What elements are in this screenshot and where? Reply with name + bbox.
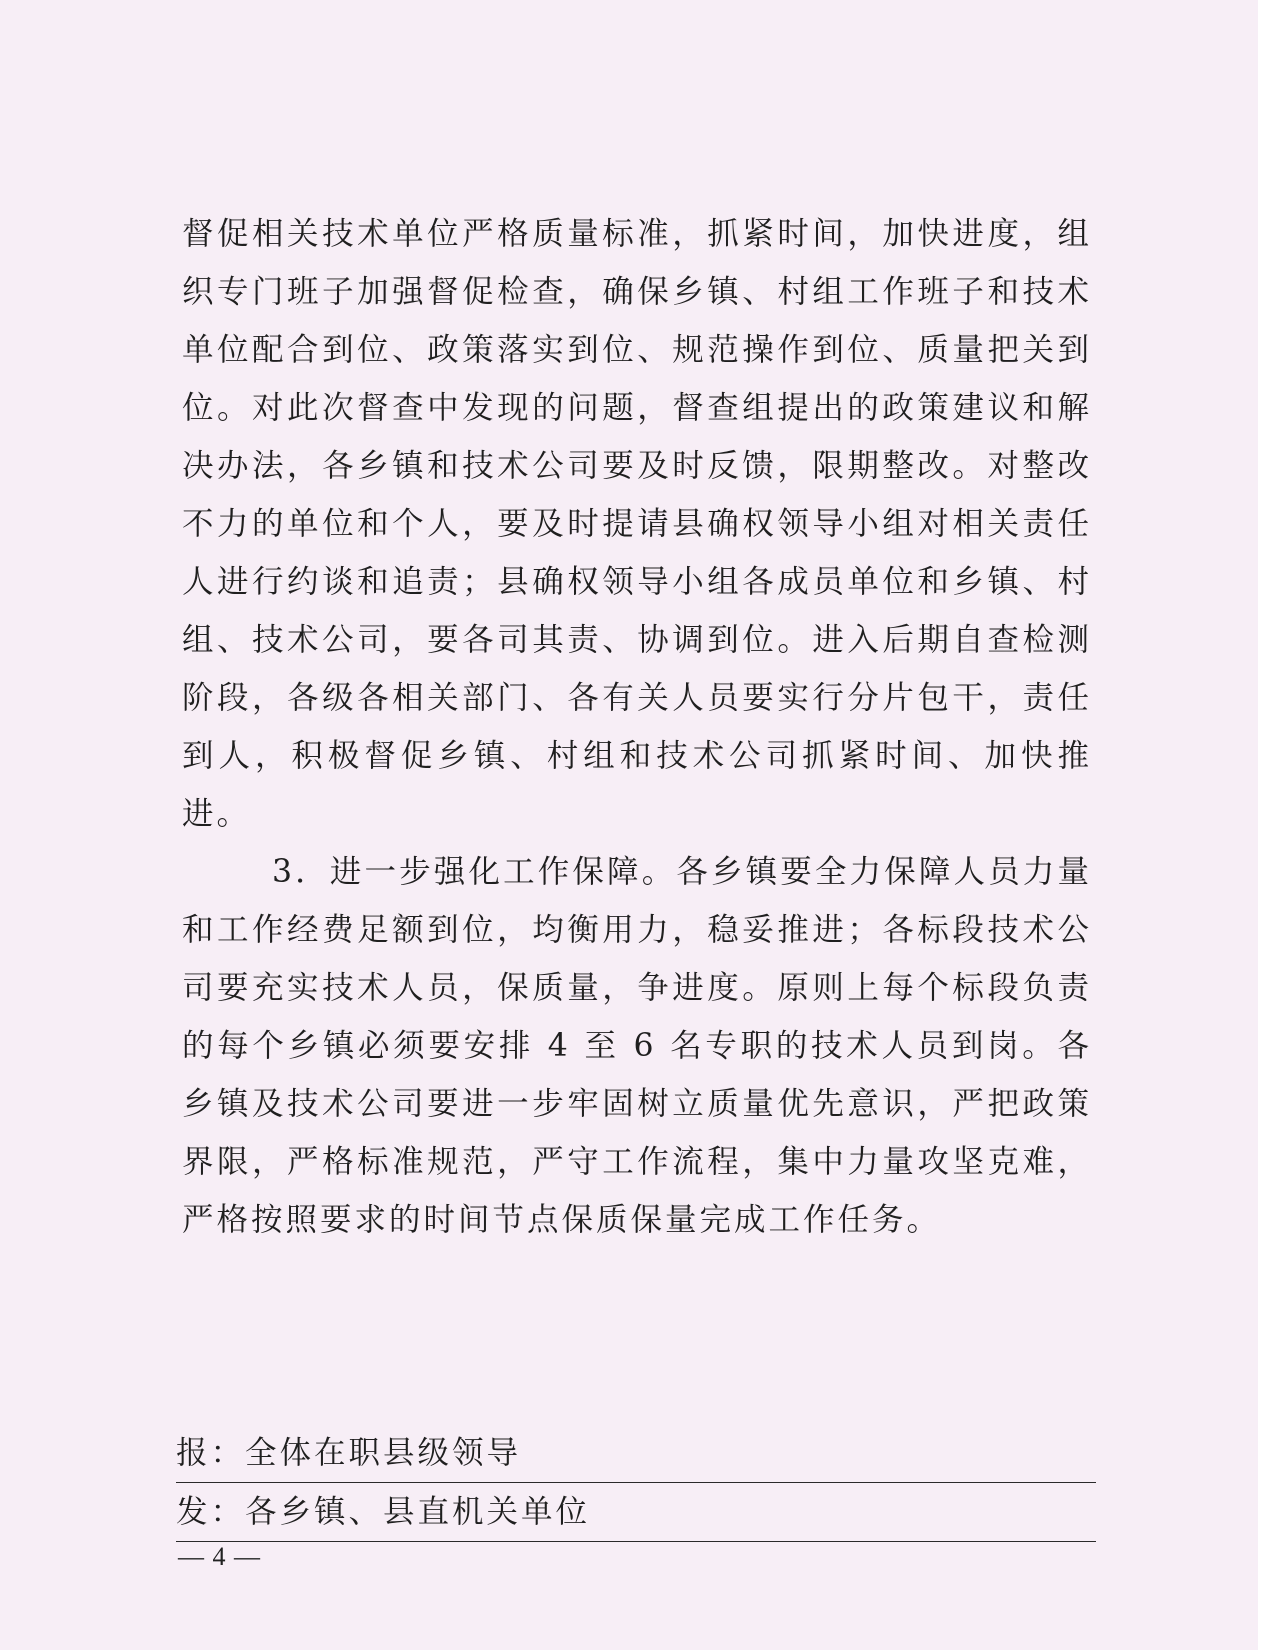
page-number: — 4 — bbox=[178, 1542, 261, 1571]
send-to-label: 发： bbox=[176, 1494, 246, 1530]
report-to-value: 全体在职县级领导 bbox=[245, 1435, 522, 1471]
report-to-label: 报： bbox=[176, 1435, 246, 1471]
paragraph-supervision: 督促相关技术单位严格质量标准，抓紧时间，加快进度，组织专门班子加强督促检查，确保乡镇、村组工作班子和技术单位配合到位、政策落实到位、规范操作到位、质量把关到位。对此次督查中发现的问题，督查组提出的政策建议和解决办法，各乡镇和技术公司要及时反馈，限期整改。对整改不力的单位和个人，要及时提请县确权领导小组对相关责任人进行约谈和追责；县确权领导小组各成员单位和乡镇、村组、技术公司，要各司其责、协调到位。进入后期自查检测阶段，各级各相关部门、各有关人员要实行分片包干，责任到人，积极督促乡镇、村组和技术公司抓紧时间、加快推进。 bbox=[182, 216, 1092, 832]
distribution-list bbox=[176, 1424, 1096, 1542]
report-to-row bbox=[176, 1424, 1096, 1483]
send-to-value: 各乡镇、县直机关单位 bbox=[245, 1494, 591, 1530]
document-body bbox=[182, 205, 1092, 1249]
send-to-row bbox=[176, 1483, 1096, 1542]
paragraph-work-guarantee: 3．进一步强化工作保障。各乡镇要全力保障人员力量和工作经费足额到位，均衡用力，稳妥推进；各标段技术公司要充实技术人员，保质量，争进度。原则上每个标段负责的每个乡镇必须要安排 4 至 6 名专职的技术人员到岗。各乡镇及技术公司要进一步牢固树立质量优先意识，严把政策界限，严格标准规范，严守工作流程，集中力量攻坚克难，严格按照要求的时间节点保质保量完成工作任务。 bbox=[182, 854, 1092, 1238]
scan-margin bbox=[1258, 0, 1276, 1650]
